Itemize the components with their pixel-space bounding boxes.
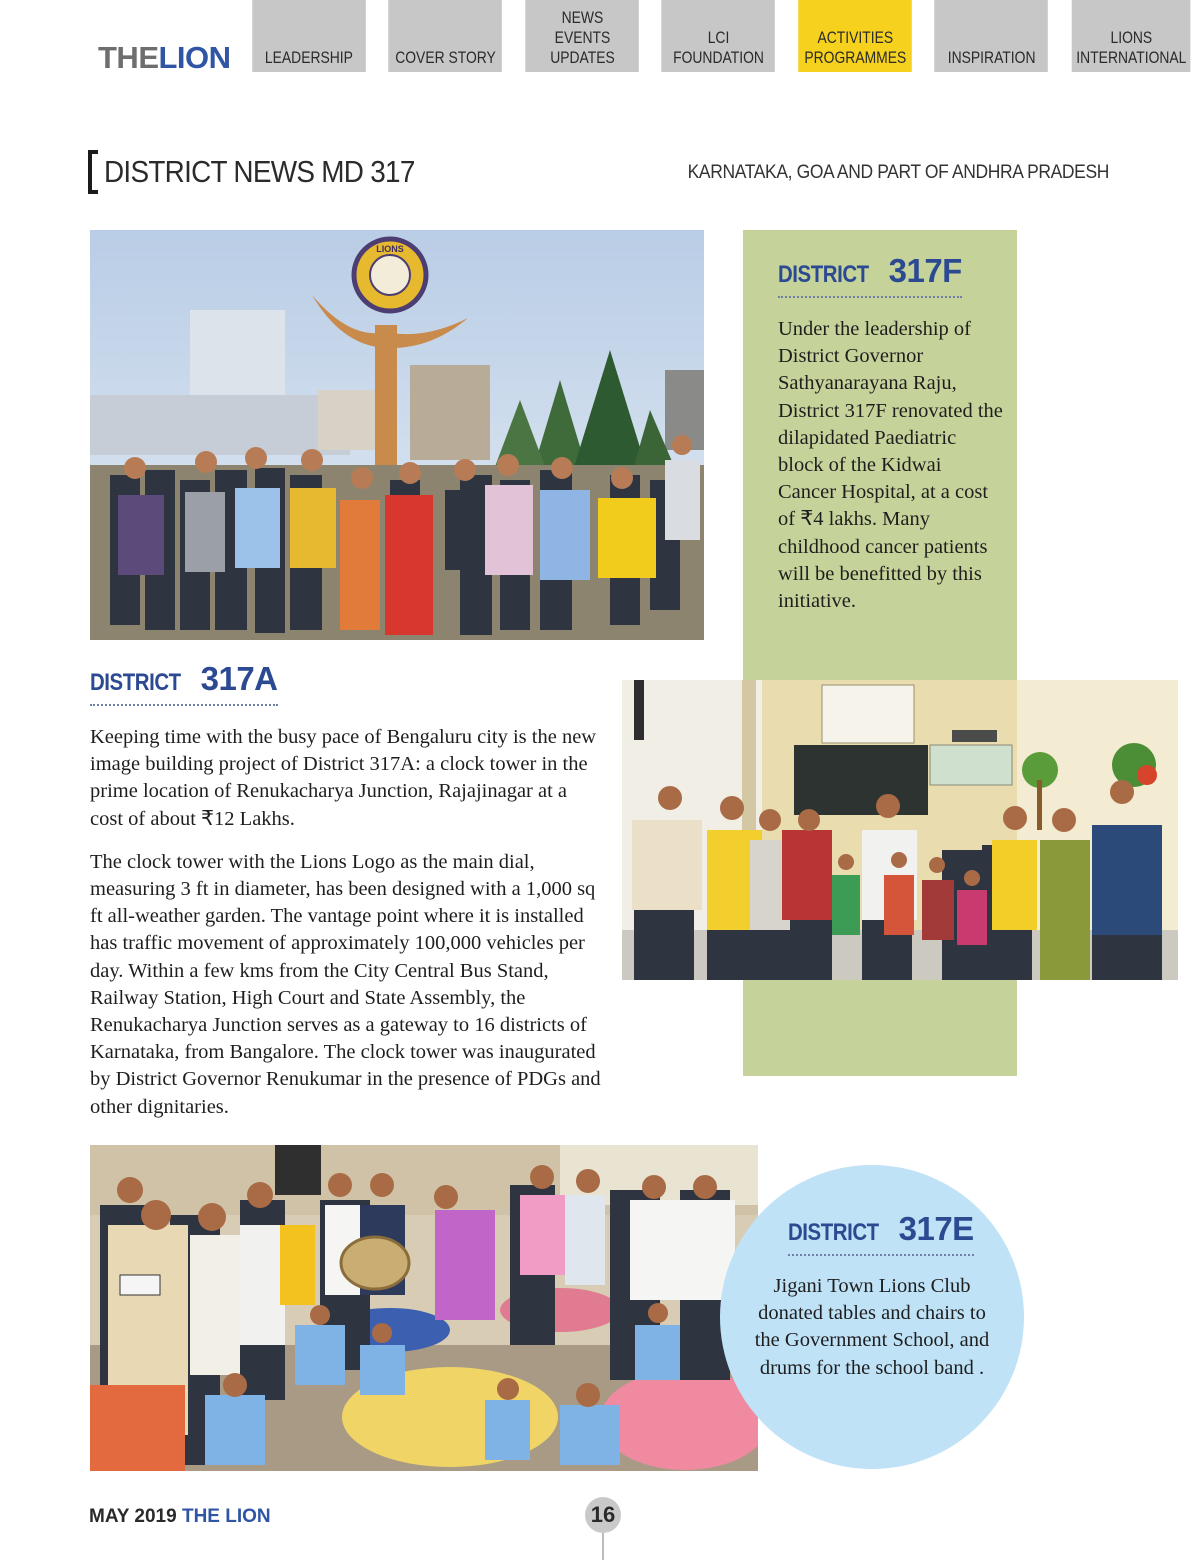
page-footer [89,1506,271,1528]
tab-label: LCI FOUNDATION [673,28,764,67]
tab-activities-programmes[interactable] [798,0,912,72]
tab-lions-international[interactable] [1071,0,1190,72]
hospital-block-photo [622,680,1178,980]
school-donation-photo [90,1145,758,1471]
logo-lion: LION [158,40,231,75]
district-label: DISTRICT [788,1219,879,1246]
district-317e-text: Jigani Town Lions Club donated tables and chairs to the Government School, and drums for the school band . [754,1275,990,1379]
district-number: 317A [200,660,278,697]
tab-leadership[interactable] [252,0,366,72]
district-317f-text: Under the leadership of District Governor Sathyanarayana Raju, District 317F renovated the dilapidated Paediatric block of the Kidwai Cancer Hospital, at a cost of ₹4 lakhs. Many childhood cancer patients will be benefitted by this initiative. [778,318,1003,613]
district-label: DISTRICT [778,261,869,288]
footer-magazine-name: THE LION [181,1506,271,1527]
tab-inspiration[interactable] [934,0,1048,72]
tab-label: LIONS INTERNATIONAL [1075,28,1186,67]
tab-label: LEADERSHIP [265,48,354,67]
tab-lci-foundation[interactable] [662,0,776,72]
tab-label: NEWS EVENTS UPDATES [549,8,615,67]
district-number: 317E [898,1210,974,1247]
magazine-logo[interactable] [98,40,231,76]
district-number: 317F [888,252,962,289]
paragraph: The clock tower with the Lions Logo as the main dial, measuring 3 ft in diameter, has been designed with a 1,000 sq ft all-weather garden. The vantage point where it is installed has traffic movement of approximately 100,000 vehicles per day. Within a few kms from the City Central Bus Stand, Railway Station, High Court and State Assembly, the Renukacharya Junction serves as a gateway to 16 districts of Karnataka, from Bangalore. The clock tower was inaugurated by District Governor Renukumar in the presence of PDGs and other dignitaries. [90,850,601,1118]
issue-date: MAY 2019 [89,1506,177,1527]
district-317a-text [90,724,602,1137]
section-nav [243,0,1200,72]
logo-the: THE [98,40,159,75]
section-subtitle: KARNATAKA, GOA AND PART OF ANDHRA PRADESH [687,162,1109,183]
clock-tower-photo [90,230,704,640]
section-heading [88,150,449,194]
tab-news-events-updates[interactable] [525,0,639,72]
bracket-decoration [88,150,98,194]
district-label: DISTRICT [90,669,181,696]
tab-cover-story[interactable] [389,0,503,72]
paragraph: Keeping time with the busy pace of Bengaluru city is the new image building project of District 317A: a clock tower in the prime location of Renukacharya Junction, Rajajinagar at a cost of about ₹12 Lakhs. [90,726,597,830]
dial-text: LIONS [376,244,404,254]
district-317a-heading [90,660,278,706]
tab-label: ACTIVITIES PROGRAMMES [804,28,906,67]
page-number-rule [602,1533,604,1560]
district-317f-heading [778,252,962,298]
page-number: 16 [585,1497,621,1533]
district-317e-heading [788,1210,974,1256]
tab-label: COVER STORY [395,48,496,67]
tab-label: INSPIRATION [947,48,1036,67]
section-title: DISTRICT NEWS MD 317 [104,154,415,189]
